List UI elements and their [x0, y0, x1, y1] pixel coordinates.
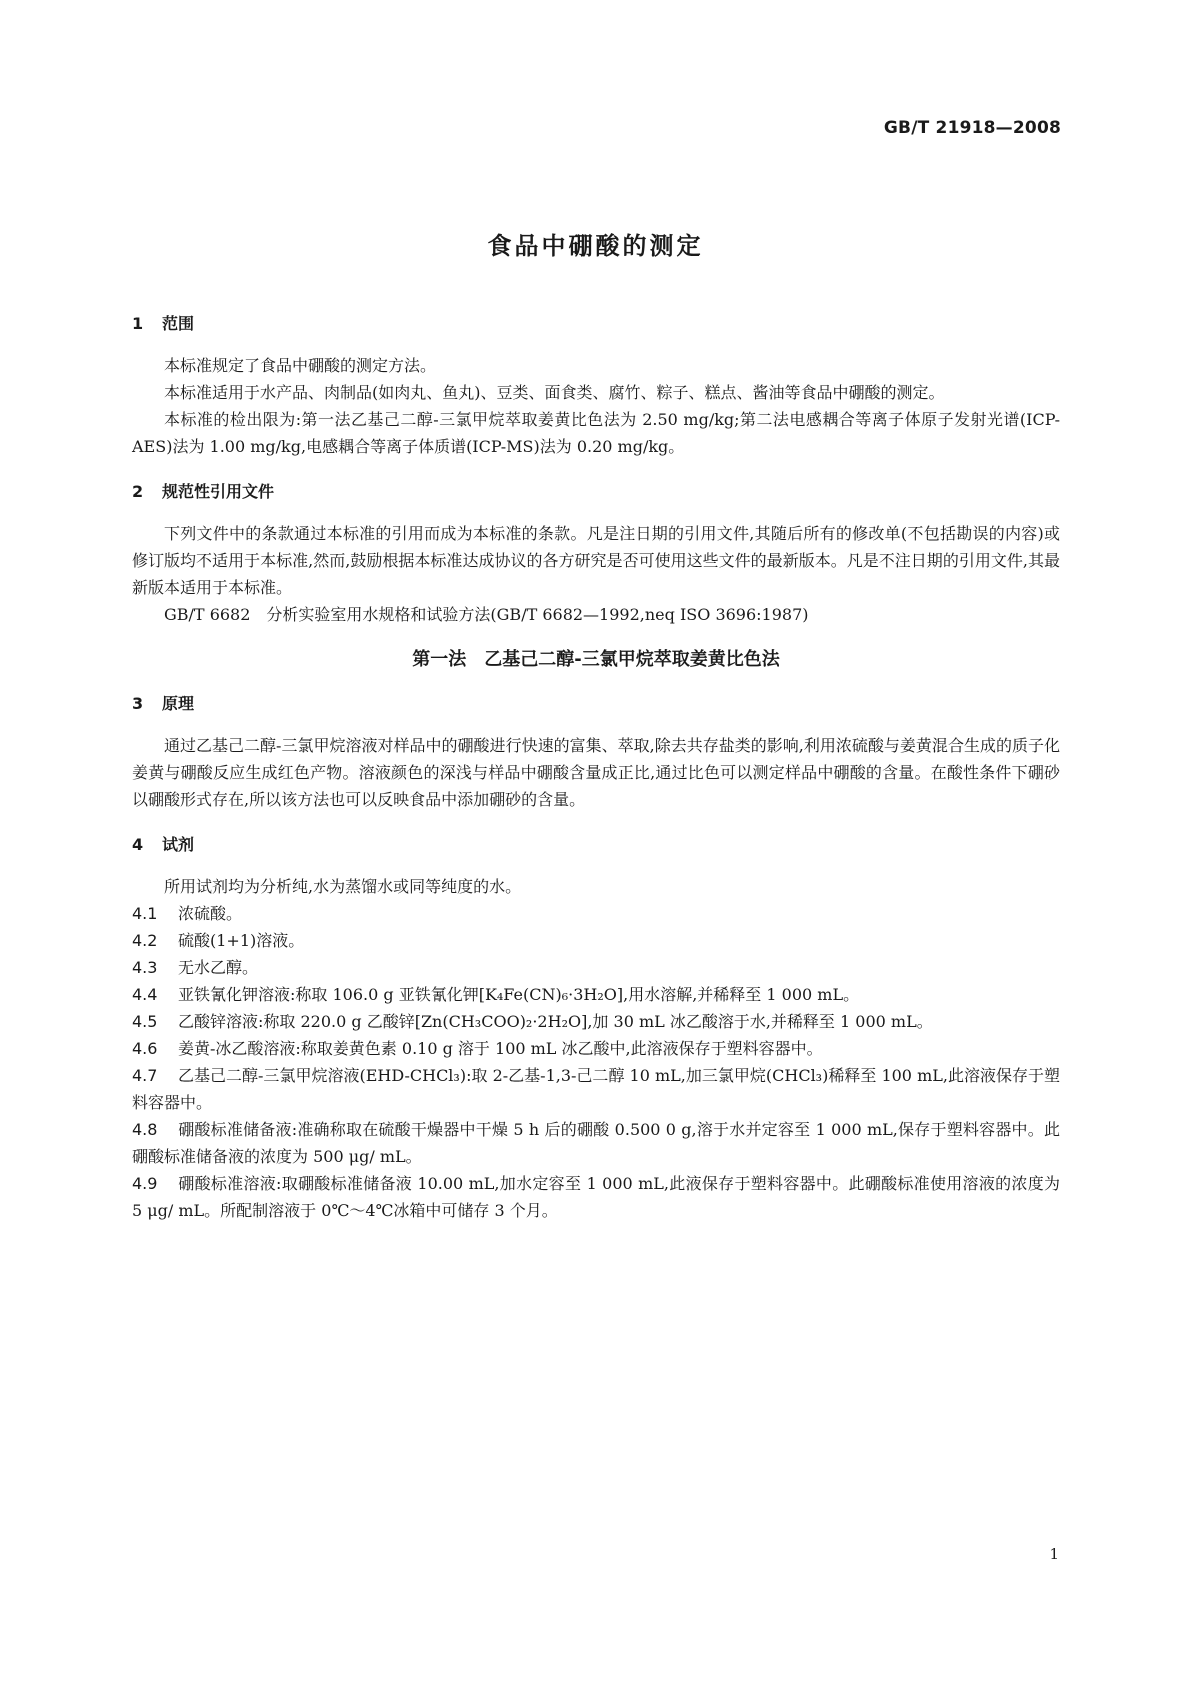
paragraph: 本标准适用于水产品、肉制品(如肉丸、鱼丸)、豆类、面食类、腐竹、粽子、糕点、酱油等食品中硼酸的测定。 [164, 383, 945, 402]
item-number: 4.9 [132, 1174, 158, 1193]
paragraph: 本标准的检出限为:第一法乙基己二醇-三氯甲烷萃取姜黄比色法为 2.50 mg/kg;第二法电感耦合等离子体原子发射光谱(ICP-AES)法为 1.00 mg/kg,电感耦合等离子体质谱(ICP-MS)法为 0.20 mg/kg。 [132, 410, 1060, 456]
item-text: 乙酸锌溶液:称取 220.0 g 乙酸锌[Zn(CH₃COO)₂·2H₂O],加 30 mL 冰乙酸溶于水,并稀释至 1 000 mL。 [178, 1012, 933, 1031]
paragraph: 下列文件中的条款通过本标准的引用而成为本标准的条款。凡是注日期的引用文件,其随后所有的修改单(不包括勘误的内容)或修订版均不适用于本标准,然而,鼓励根据本标准达成协议的各方研究是否可使用这些文件的最新版本。凡是不注日期的引用文件,其最新版本适用于本标准。 [132, 524, 1060, 597]
reagent-item [132, 1062, 1060, 1116]
item-text: 硫酸(1+1)溶液。 [178, 931, 305, 950]
item-number: 4.1 [132, 904, 158, 923]
section-title: 规范性引用文件 [162, 482, 275, 501]
item-number: 4.4 [132, 985, 158, 1004]
section-heading-principle [132, 692, 1060, 716]
section-title: 试剂 [162, 835, 195, 854]
section-title: 范围 [162, 314, 195, 333]
section-number: 4 [132, 835, 144, 854]
paragraph: 本标准规定了食品中硼酸的测定方法。 [164, 356, 437, 375]
item-text: 姜黄-冰乙酸溶液:称取姜黄色素 0.10 g 溶于 100 mL 冰乙酸中,此溶液保存于塑料容器中。 [178, 1039, 823, 1058]
standard-code: GB/T 21918—2008 [883, 118, 1061, 138]
document-body [132, 312, 1060, 1224]
reagent-item [132, 1116, 1060, 1170]
reagent-item [132, 900, 1060, 927]
method-title: 第一法 乙基己二醇-三氯甲烷萃取姜黄比色法 [412, 649, 780, 670]
item-text: 无水乙醇。 [178, 958, 259, 977]
item-number: 4.8 [132, 1120, 158, 1139]
reagent-item [132, 981, 1060, 1008]
section-title: 原理 [162, 694, 195, 713]
reagent-item [132, 1008, 1060, 1035]
section-number: 3 [132, 694, 144, 713]
document-title: 食品中硼酸的测定 [487, 232, 704, 260]
item-text: 乙基己二醇-三氯甲烷溶液(EHD-CHCl₃):取 2-乙基-1,3-己二醇 10 mL,加三氯甲烷(CHCl₃)稀释至 100 mL,此溶液保存于塑料容器中。 [132, 1066, 1060, 1112]
item-number: 4.2 [132, 931, 158, 950]
item-number: 4.3 [132, 958, 158, 977]
page-number: 1 [1049, 1545, 1059, 1563]
item-text: 硼酸标准储备液:准确称取在硫酸干燥器中干燥 5 h 后的硼酸 0.500 0 g,溶于水并定容至 1 000 mL,保存于塑料容器中。此硼酸标准储备液的浓度为 500 μg/ mL。 [132, 1120, 1060, 1166]
item-number: 4.5 [132, 1012, 158, 1031]
item-number: 4.7 [132, 1066, 158, 1085]
reagent-item [132, 954, 1060, 981]
reagent-item [132, 927, 1060, 954]
reference-entry: GB/T 6682 分析实验室用水规格和试验方法(GB/T 6682—1992,neq ISO 3696:1987) [164, 605, 809, 624]
section-heading-references [132, 480, 1060, 504]
reagent-item [132, 1170, 1060, 1224]
item-text: 硼酸标准溶液:取硼酸标准储备液 10.00 mL,加水定容至 1 000 mL,此液保存于塑料容器中。此硼酸标准使用溶液的浓度为 5 μg/ mL。所配制溶液于 0℃～4℃冰箱中可储存 3 个月。 [132, 1174, 1060, 1220]
section-number: 1 [132, 314, 144, 333]
item-number: 4.6 [132, 1039, 158, 1058]
section-number: 2 [132, 482, 144, 501]
section-heading-reagents [132, 833, 1060, 857]
section-heading-scope [132, 312, 1060, 336]
item-text: 亚铁氰化钾溶液:称取 106.0 g 亚铁氰化钾[K₄Fe(CN)₆·3H₂O],用水溶解,并稀释至 1 000 mL。 [178, 985, 860, 1004]
paragraph: 通过乙基己二醇-三氯甲烷溶液对样品中的硼酸进行快速的富集、萃取,除去共存盐类的影响,利用浓硫酸与姜黄混合生成的质子化姜黄与硼酸反应生成红色产物。溶液颜色的深浅与样品中硼酸含量成正比,通过比色可以测定样品中硼酸的含量。在酸性条件下硼砂以硼酸形式存在,所以该方法也可以反映食品中添加硼砂的含量。 [132, 736, 1060, 809]
paragraph: 所用试剂均为分析纯,水为蒸馏水或同等纯度的水。 [164, 877, 522, 896]
reagent-item [132, 1035, 1060, 1062]
item-text: 浓硫酸。 [178, 904, 243, 923]
